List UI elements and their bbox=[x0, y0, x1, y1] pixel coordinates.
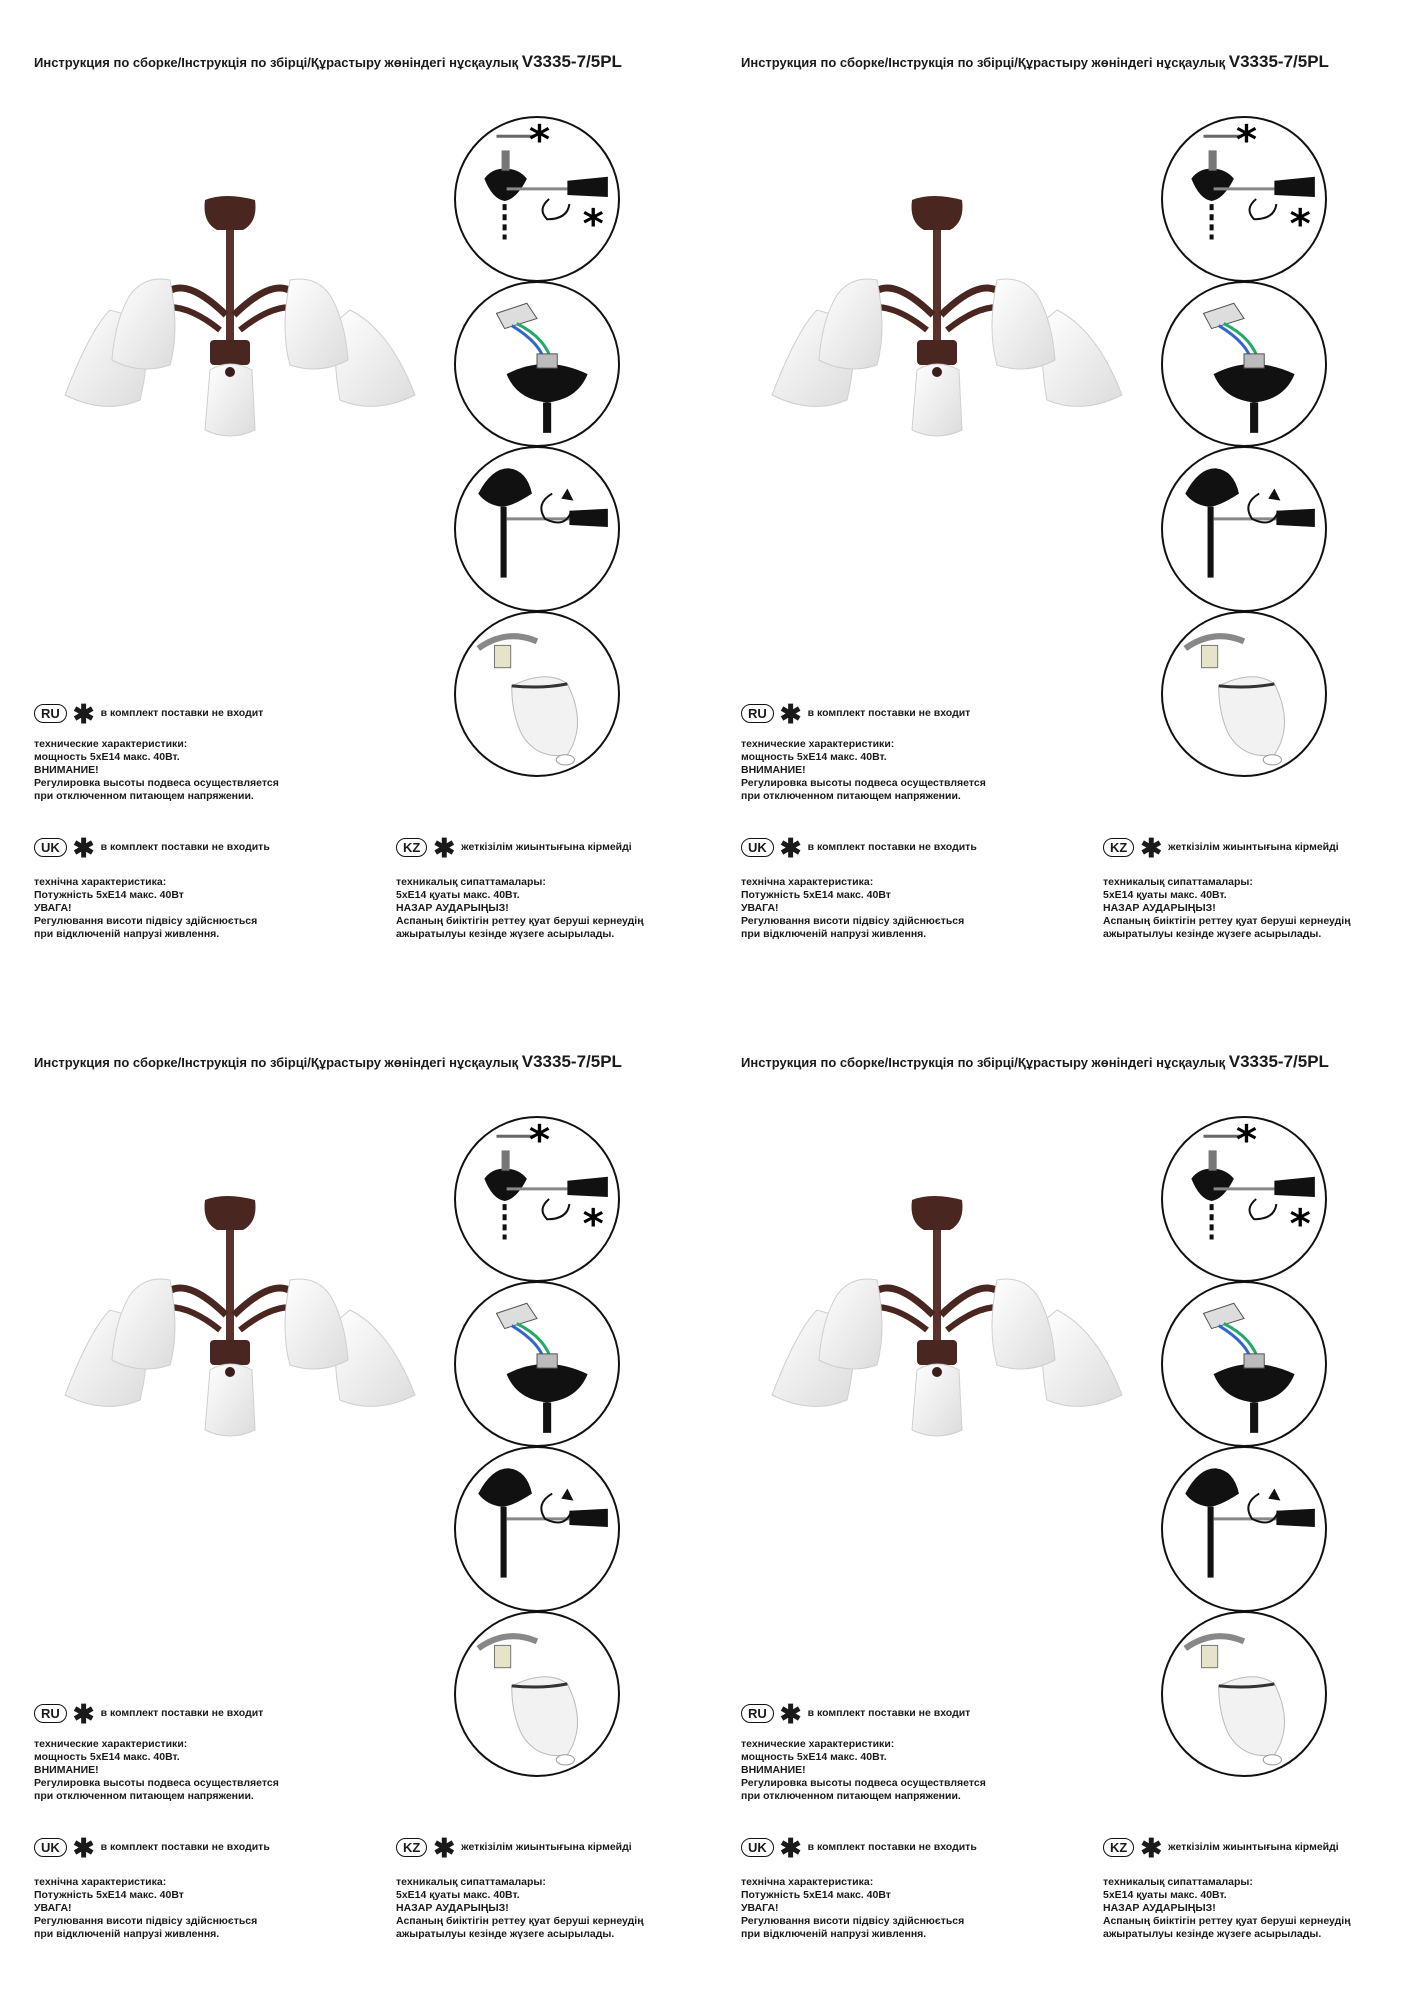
lang-badge-kz: KZ bbox=[1103, 1838, 1134, 1857]
step-3-canopy-icon bbox=[1161, 446, 1327, 612]
step-4-shade-icon bbox=[1161, 611, 1327, 777]
asterisk-icon: ✱ bbox=[779, 1698, 802, 1729]
asterisk-icon: ✱ bbox=[779, 832, 802, 863]
uk-spec-block: технічна характеристика: Потужність 5хЕ14 макс. 40Вт УВАГА! Регулювання висоти підвісу здійснюється при відключеній напрузі живлення. bbox=[741, 876, 965, 940]
step-3-canopy-icon bbox=[454, 446, 620, 612]
model-code: V3335-7/5PL bbox=[1228, 52, 1329, 71]
kz-note-row: KZ ✱ жеткізілім жиынтығына кірмейді bbox=[1103, 838, 1339, 857]
lang-badge-ru: RU bbox=[741, 704, 774, 723]
kz-note-row: KZ ✱ жеткізілім жиынтығына кірмейді bbox=[396, 1838, 632, 1857]
svg-text:*: * bbox=[528, 118, 551, 164]
page-title: Инструкция по сборке/Інструкція по збірці/Құрастыру жөніндегі нұсқаулық V3335-7/5PL bbox=[34, 52, 622, 71]
ru-note-row: RU ✱ в комплект поставки не входит bbox=[34, 1704, 263, 1723]
svg-text:*: * bbox=[528, 1118, 551, 1164]
step-2-wiring-icon bbox=[1161, 281, 1327, 447]
model-code: V3335-7/5PL bbox=[1228, 1052, 1329, 1071]
kz-spec-block: техникалық сипаттамалары: 5хЕ14 қуаты макс. 40Вт. НАЗАР АУДАРЫҢЫЗ! Аспаның биіктігін реттеу қуат беруші кернеудің ажыратылуы кезінде жүзеге асырылады. bbox=[1103, 876, 1351, 940]
instruction-sheet-4 bbox=[707, 1000, 1397, 2000]
asterisk-icon: ✱ bbox=[72, 698, 95, 729]
lang-badge-kz: KZ bbox=[1103, 838, 1134, 857]
ru-note-row: RU ✱ в комплект поставки не входит bbox=[741, 1704, 970, 1723]
ru-spec-block: технические характеристики: мощность 5хЕ14 макс. 40Вт. ВНИМАНИЕ! Регулировка высоты подвеса осуществляется при отключенном питающем напряжении. bbox=[34, 738, 279, 802]
step-1-mount-icon bbox=[454, 1116, 620, 1282]
kz-spec-block: техникалық сипаттамалары: 5хЕ14 қуаты макс. 40Вт. НАЗАР АУДАРЫҢЫЗ! Аспаның биіктігін реттеу қуат беруші кернеудің ажыратылуы кезінде жүзеге асырылады. bbox=[396, 1876, 644, 1940]
chandelier-image bbox=[50, 1180, 430, 1470]
kz-spec-block: техникалық сипаттамалары: 5хЕ14 қуаты макс. 40Вт. НАЗАР АУДАРЫҢЫЗ! Аспаның биіктігін реттеу қуат беруші кернеудің ажыратылуы кезінде жүзеге асырылады. bbox=[1103, 1876, 1351, 1940]
lang-badge-ru: RU bbox=[34, 1704, 67, 1723]
svg-text:*: * bbox=[1289, 199, 1311, 248]
model-code: V3335-7/5PL bbox=[521, 52, 622, 71]
lang-badge-kz: KZ bbox=[396, 1838, 427, 1857]
chandelier-image bbox=[757, 1180, 1137, 1470]
svg-text:*: * bbox=[582, 1199, 604, 1248]
lang-badge-ru: RU bbox=[34, 704, 67, 723]
kz-note-row: KZ ✱ жеткізілім жиынтығына кірмейді bbox=[1103, 1838, 1339, 1857]
ru-spec-block: технические характеристики: мощность 5хЕ14 макс. 40Вт. ВНИМАНИЕ! Регулировка высоты подвеса осуществляется при отключенном питающем напряжении. bbox=[741, 738, 986, 802]
instruction-sheet-3 bbox=[0, 1000, 690, 2000]
svg-text:*: * bbox=[1235, 118, 1258, 164]
lang-badge-uk: UK bbox=[741, 838, 774, 857]
lang-badge-uk: UK bbox=[741, 1838, 774, 1857]
step-3-canopy-icon bbox=[454, 1446, 620, 1612]
asterisk-icon: ✱ bbox=[1140, 832, 1163, 863]
page-title: Инструкция по сборке/Інструкція по збірці/Құрастыру жөніндегі нұсқаулық V3335-7/5PL bbox=[741, 1052, 1329, 1071]
uk-note-row: UK ✱ в комплект поставки не входить bbox=[741, 1838, 977, 1857]
step-1-mount-icon bbox=[1161, 116, 1327, 282]
step-2-wiring-icon bbox=[454, 281, 620, 447]
instruction-sheet-1 bbox=[0, 0, 690, 1000]
step-4-shade-icon bbox=[1161, 1611, 1327, 1777]
asterisk-icon: ✱ bbox=[72, 1832, 95, 1863]
asterisk-icon: ✱ bbox=[433, 832, 456, 863]
asterisk-icon: ✱ bbox=[1140, 1832, 1163, 1863]
svg-text:*: * bbox=[1289, 1199, 1311, 1248]
ru-spec-block: технические характеристики: мощность 5хЕ14 макс. 40Вт. ВНИМАНИЕ! Регулировка высоты подвеса осуществляется при отключенном питающем напряжении. bbox=[741, 1738, 986, 1802]
step-2-wiring-icon bbox=[454, 1281, 620, 1447]
lang-badge-kz: KZ bbox=[396, 838, 427, 857]
asterisk-icon: ✱ bbox=[433, 1832, 456, 1863]
page-title: Инструкция по сборке/Інструкція по збірці/Құрастыру жөніндегі нұсқаулық V3335-7/5PL bbox=[34, 1052, 622, 1071]
kz-spec-block: техникалық сипаттамалары: 5хЕ14 қуаты макс. 40Вт. НАЗАР АУДАРЫҢЫЗ! Аспаның биіктігін реттеу қуат беруші кернеудің ажыратылуы кезінде жүзеге асырылады. bbox=[396, 876, 644, 940]
model-code: V3335-7/5PL bbox=[521, 1052, 622, 1071]
step-2-wiring-icon bbox=[1161, 1281, 1327, 1447]
svg-text:*: * bbox=[1235, 1118, 1258, 1164]
chandelier-image bbox=[757, 180, 1137, 470]
step-3-canopy-icon bbox=[1161, 1446, 1327, 1612]
step-1-mount-icon bbox=[454, 116, 620, 282]
ru-note-row: RU ✱ в комплект поставки не входит bbox=[34, 704, 263, 723]
ru-spec-block: технические характеристики: мощность 5хЕ14 макс. 40Вт. ВНИМАНИЕ! Регулировка высоты подвеса осуществляется при отключенном питающем напряжении. bbox=[34, 1738, 279, 1802]
lang-badge-uk: UK bbox=[34, 838, 67, 857]
page-title: Инструкция по сборке/Інструкція по збірці/Құрастыру жөніндегі нұсқаулық V3335-7/5PL bbox=[741, 52, 1329, 71]
uk-note-row: UK ✱ в комплект поставки не входить bbox=[34, 838, 270, 857]
uk-spec-block: технічна характеристика: Потужність 5хЕ14 макс. 40Вт УВАГА! Регулювання висоти підвісу здійснюється при відключеній напрузі живлення. bbox=[34, 876, 258, 940]
chandelier-image bbox=[50, 180, 430, 470]
kz-note-row: KZ ✱ жеткізілім жиынтығына кірмейді bbox=[396, 838, 632, 857]
uk-note-row: UK ✱ в комплект поставки не входить bbox=[741, 838, 977, 857]
uk-spec-block: технічна характеристика: Потужність 5хЕ14 макс. 40Вт УВАГА! Регулювання висоти підвісу здійснюється при відключеній напрузі живлення. bbox=[741, 1876, 965, 1940]
step-4-shade-icon bbox=[454, 611, 620, 777]
asterisk-icon: ✱ bbox=[72, 832, 95, 863]
lang-badge-uk: UK bbox=[34, 1838, 67, 1857]
asterisk-icon: ✱ bbox=[779, 1832, 802, 1863]
uk-spec-block: технічна характеристика: Потужність 5хЕ14 макс. 40Вт УВАГА! Регулювання висоти підвісу здійснюється при відключеній напрузі живлення. bbox=[34, 1876, 258, 1940]
uk-note-row: UK ✱ в комплект поставки не входить bbox=[34, 1838, 270, 1857]
lang-badge-ru: RU bbox=[741, 1704, 774, 1723]
asterisk-icon: ✱ bbox=[72, 1698, 95, 1729]
instruction-sheet-2 bbox=[707, 0, 1397, 1000]
step-1-mount-icon bbox=[1161, 1116, 1327, 1282]
asterisk-icon: ✱ bbox=[779, 698, 802, 729]
svg-text:*: * bbox=[582, 199, 604, 248]
step-4-shade-icon bbox=[454, 1611, 620, 1777]
ru-note-row: RU ✱ в комплект поставки не входит bbox=[741, 704, 970, 723]
